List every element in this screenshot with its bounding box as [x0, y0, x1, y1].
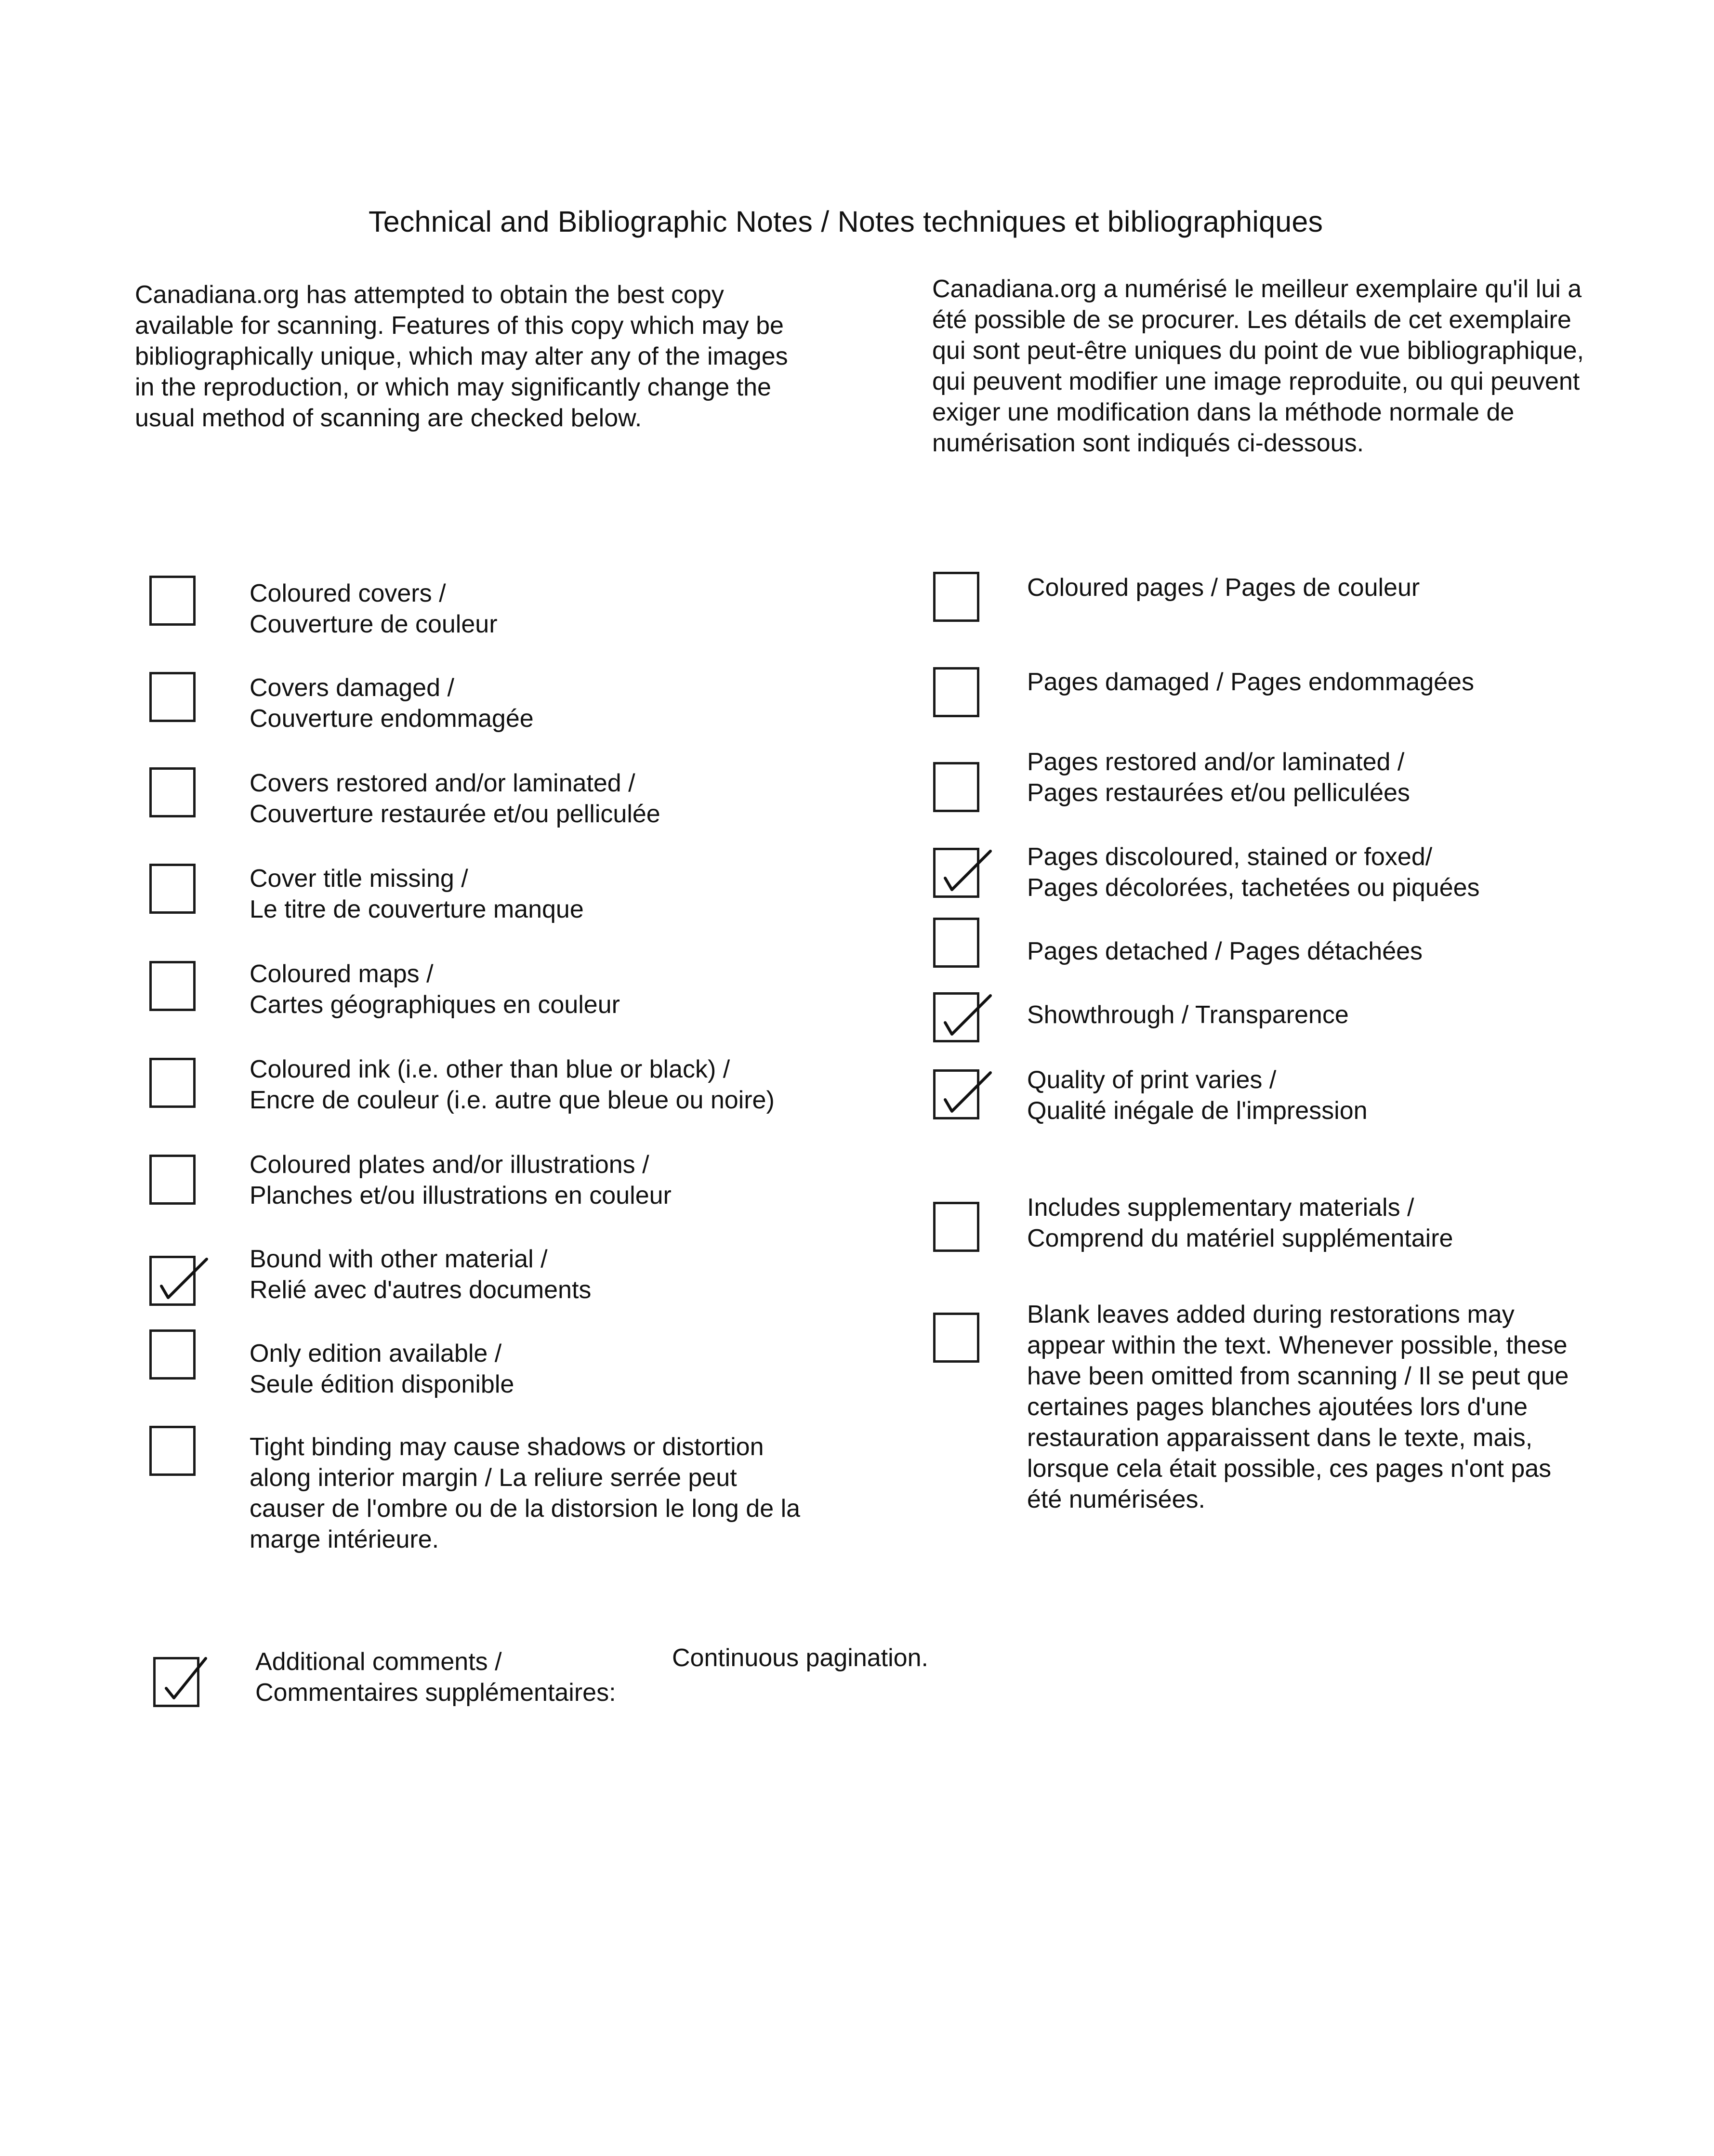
left-checklist-label-line: Cartes géographiques en couleur: [250, 991, 620, 1019]
intro-french: [932, 274, 1584, 459]
right-checklist-checkbox[interactable]: [933, 572, 979, 622]
right-checklist-checkbox[interactable]: [933, 762, 979, 812]
right-checklist-label: [1027, 999, 1349, 1030]
right-checklist-checkbox[interactable]: [933, 667, 979, 717]
right-checklist-label-line: have been omitted from scanning / Il se peut que: [1027, 1362, 1569, 1390]
right-checklist-label: [1027, 936, 1423, 967]
left-checklist-label-line: Cover title missing /: [250, 865, 468, 893]
intro-french-line: exiger une modification dans la méthode normale de: [932, 398, 1515, 426]
right-checklist-label-line: Quality of print varies /: [1027, 1066, 1277, 1094]
checkmark-icon: [933, 981, 1005, 1053]
left-checklist-label: [250, 959, 620, 1020]
right-checklist-checkbox[interactable]: [933, 918, 979, 968]
right-checklist-label-line: Showthrough / Transparence: [1027, 1001, 1349, 1029]
intro-french-line: qui sont peut-être uniques du point de vue bibliographique,: [932, 337, 1584, 365]
left-checklist-label-line: marge intérieure.: [250, 1525, 439, 1553]
left-checklist-checkbox[interactable]: [149, 1329, 196, 1380]
right-checklist-label-line: été numérisées.: [1027, 1486, 1205, 1513]
page-title: Technical and Bibliographic Notes / Notes techniques et bibliographiques: [369, 205, 1323, 238]
right-checklist-label-line: Pages detached / Pages détachées: [1027, 937, 1423, 965]
left-checklist-checkbox[interactable]: [149, 961, 196, 1011]
left-checklist-label-line: Le titre de couverture manque: [250, 895, 584, 923]
left-checklist-label-line: Coloured plates and/or illustrations /: [250, 1151, 649, 1179]
left-checklist-label-line: Seule édition disponible: [250, 1370, 514, 1398]
right-checklist-checkbox[interactable]: [933, 848, 979, 898]
left-checklist-label: [250, 672, 534, 734]
intro-french-line: été possible de se procurer. Les détails de cet exemplaire: [932, 306, 1571, 334]
left-checklist-label-line: causer de l'ombre ou de la distorsion le long de la: [250, 1495, 801, 1523]
intro-french-line: qui peuvent modifier une image reproduite, ou qui peuvent: [932, 368, 1580, 395]
right-checklist-label-line: Coloured pages / Pages de couleur: [1027, 574, 1420, 602]
left-checklist-checkbox[interactable]: [149, 672, 196, 722]
right-checklist-label: [1027, 1065, 1368, 1126]
left-checklist-label: [250, 1149, 672, 1211]
additional-comments-label: [255, 1646, 616, 1708]
right-checklist-checkbox[interactable]: [933, 1202, 979, 1252]
intro-english: [135, 279, 788, 434]
right-checklist-label-line: Comprend du matériel supplémentaire: [1027, 1224, 1453, 1252]
left-checklist-label-line: Couverture restaurée et/ou pelliculée: [250, 800, 660, 828]
left-checklist-label-line: Covers damaged /: [250, 674, 454, 702]
left-checklist-label: [250, 1432, 800, 1555]
intro-english-line: Canadiana.org has attempted to obtain the best copy: [135, 281, 724, 309]
right-checklist-label: [1027, 572, 1420, 603]
checkmark-icon: [933, 1058, 1005, 1131]
intro-french-line: Canadiana.org a numérisé le meilleur exemplaire qu'il lui a: [932, 275, 1582, 303]
left-checklist-label: [250, 1338, 514, 1400]
right-checklist-label-line: Includes supplementary materials /: [1027, 1194, 1414, 1222]
intro-english-line: in the reproduction, or which may significantly change the: [135, 373, 771, 401]
left-checklist-label-line: Covers restored and/or laminated /: [250, 769, 635, 797]
left-checklist-checkbox[interactable]: [149, 1426, 196, 1476]
right-checklist-label: [1027, 667, 1474, 697]
additional-comments-label-line: Additional comments /: [255, 1648, 502, 1676]
left-checklist-label-line: Planches et/ou illustrations en couleur: [250, 1182, 672, 1209]
left-checklist-label-line: Relié avec d'autres documents: [250, 1276, 592, 1304]
right-checklist-label-line: lorsque cela était possible, ces pages n'ont pas: [1027, 1455, 1552, 1483]
left-checklist-checkbox[interactable]: [149, 1058, 196, 1108]
additional-comments-checkbox[interactable]: [153, 1657, 199, 1707]
right-checklist-label-line: Pages restaurées et/ou pelliculées: [1027, 779, 1410, 807]
left-checklist-label-line: along interior margin / La reliure serrée peut: [250, 1464, 737, 1492]
left-checklist-label-line: Coloured covers /: [250, 579, 446, 607]
left-checklist-label-line: Coloured ink (i.e. other than blue or black) /: [250, 1055, 730, 1083]
checkmark-icon: [933, 837, 1005, 909]
right-checklist-checkbox[interactable]: [933, 992, 979, 1042]
additional-comments-label-line: Commentaires supplémentaires:: [255, 1679, 616, 1707]
right-checklist-label: [1027, 841, 1480, 903]
left-checklist-label: [250, 863, 584, 925]
right-checklist-label-line: Qualité inégale de l'impression: [1027, 1097, 1368, 1125]
left-checklist-label: [250, 1054, 775, 1116]
left-checklist-label-line: Coloured maps /: [250, 960, 434, 988]
left-checklist-label-line: Encre de couleur (i.e. autre que bleue ou noire): [250, 1086, 775, 1114]
left-checklist-checkbox[interactable]: [149, 864, 196, 914]
left-checklist-label-line: Couverture de couleur: [250, 610, 498, 638]
left-checklist-checkbox[interactable]: [149, 767, 196, 817]
checkmark-icon: [149, 1245, 221, 1317]
right-checklist-label-line: restauration apparaissent dans le texte, mais,: [1027, 1424, 1533, 1452]
intro-french-line: numérisation sont indiqués ci-dessous.: [932, 429, 1364, 457]
left-checklist-checkbox[interactable]: [149, 1256, 196, 1306]
intro-english-line: usual method of scanning are checked below.: [135, 404, 642, 432]
left-checklist-label: [250, 768, 660, 829]
right-checklist-label: [1027, 1299, 1569, 1515]
left-checklist-label-line: Only edition available /: [250, 1340, 502, 1367]
additional-comments-value: Continuous pagination.: [672, 1644, 928, 1672]
right-checklist-checkbox[interactable]: [933, 1313, 979, 1363]
left-checklist-label: [250, 578, 498, 640]
right-checklist-label-line: Blank leaves added during restorations may: [1027, 1301, 1515, 1328]
right-checklist-label-line: Pages restored and/or laminated /: [1027, 748, 1405, 776]
left-checklist-label-line: Bound with other material /: [250, 1245, 548, 1273]
right-checklist-label-line: Pages damaged / Pages endommagées: [1027, 668, 1474, 696]
left-checklist-label: [250, 1244, 591, 1305]
right-checklist-checkbox[interactable]: [933, 1069, 979, 1119]
intro-english-line: bibliographically unique, which may alter any of the images: [135, 342, 788, 370]
right-checklist-label-line: Pages décolorées, tachetées ou piquées: [1027, 874, 1480, 902]
left-checklist-label-line: Couverture endommagée: [250, 705, 534, 733]
checkmark-icon: [153, 1646, 225, 1718]
right-checklist-label: [1027, 1192, 1453, 1254]
intro-english-line: available for scanning. Features of this copy which may be: [135, 312, 784, 340]
right-checklist-label-line: appear within the text. Whenever possible, these: [1027, 1331, 1568, 1359]
left-checklist-label-line: Tight binding may cause shadows or distortion: [250, 1433, 764, 1461]
right-checklist-label: [1027, 747, 1410, 808]
right-checklist-label-line: Pages discoloured, stained or foxed/: [1027, 843, 1433, 871]
right-checklist-label-line: certaines pages blanches ajoutées lors d'une: [1027, 1393, 1528, 1421]
left-checklist-checkbox[interactable]: [149, 1155, 196, 1205]
left-checklist-checkbox[interactable]: [149, 576, 196, 626]
